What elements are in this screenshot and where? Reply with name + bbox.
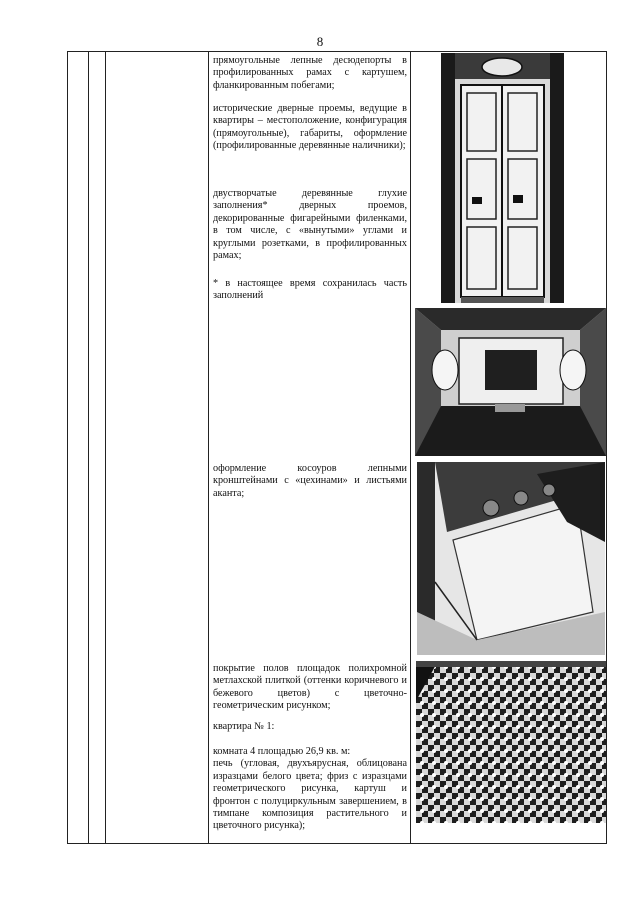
text-footnote — [213, 278, 407, 303]
subheading: квартира № 1: — [213, 721, 275, 732]
text-room — [213, 746, 407, 833]
text-door-openings — [213, 103, 407, 153]
stair-vault-photo — [415, 308, 606, 456]
column-divider — [410, 52, 411, 843]
column-divider — [208, 52, 209, 843]
subheading: комната 4 площадью 26,9 кв. м: — [213, 746, 351, 757]
heritage-table — [67, 51, 607, 844]
text-door-overdoors — [213, 55, 407, 92]
tile-floor-photo — [416, 661, 606, 823]
text-door-leaves — [213, 188, 407, 262]
paragraph: оформление косоуров лепными кронштейнами с «цехинами» и листьями аканта; — [213, 463, 407, 499]
door-photo — [441, 53, 564, 303]
text-stair-stringers — [213, 463, 407, 500]
column-divider — [105, 52, 106, 843]
text-floor-tiles — [213, 663, 407, 713]
paragraph: покрытие полов площадок полихромной метлахской плиткой (оттенки коричневого и бежевого цветов) с цветочно-геометрическим рисунком; — [213, 663, 407, 712]
paragraph: печь (угловая, двухъярусная, облицована изразцами белого цвета; фриз с изразцами геометрического рисунка, картуш и фронтон с полуциркульным завершением, в тимпане композиция растительного и цветочного рисунка); — [213, 758, 407, 832]
footnote: * в настоящее время сохранилась часть заполнений — [213, 278, 407, 302]
page-number: 8 — [316, 34, 324, 49]
column-divider — [88, 52, 89, 843]
paragraph: прямоугольные лепные десюдепорты в профилированных рамах с картушем, фланкированным побегами; — [213, 55, 407, 91]
text-apartment — [213, 721, 407, 733]
paragraph: двустворчатые деревянные глухие заполнения* дверных проемов, декорированные фигарейными филенками, в том числе, с «вынутыми» углами и круглыми розетками, в профилированных рамах; — [213, 188, 407, 262]
stair-brackets-photo — [417, 462, 605, 655]
paragraph: исторические дверные проемы, ведущие в квартиры – местоположение, конфигурация (прямоугольные), габариты, оформление (профилированные деревянные наличники); — [213, 103, 407, 152]
